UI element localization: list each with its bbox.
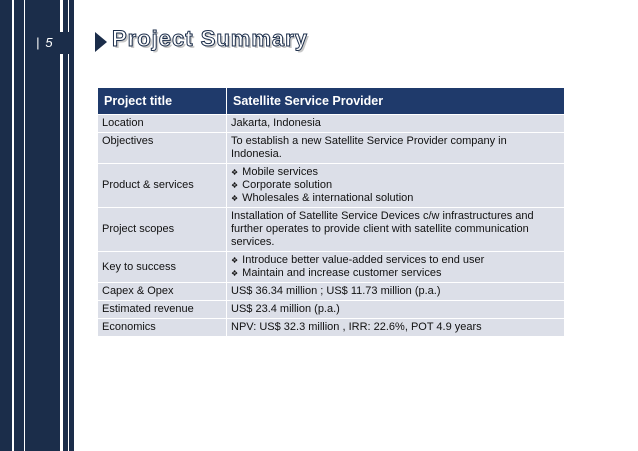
list-item: ❖ Introduce better value-added services to end user: [241, 254, 560, 267]
row-key: Project scopes: [98, 208, 227, 252]
header-project-name: Satellite Service Provider: [227, 88, 565, 115]
table-row: [98, 208, 565, 252]
header-project-title: Project title: [98, 88, 227, 115]
table-row: [98, 283, 565, 301]
row-key: Key to success: [98, 252, 227, 283]
sidebar-decoration: [0, 0, 74, 451]
row-value: Installation of Satellite Service Devices c/w infrastructures and further operates to provide client with satellite communication services.: [227, 208, 565, 252]
row-value: To establish a new Satellite Service Provider company in Indonesia.: [227, 133, 565, 164]
row-value: [227, 164, 565, 208]
row-key: Economics: [98, 319, 227, 337]
table-row: [98, 319, 565, 337]
row-key: Product & services: [98, 164, 227, 208]
table-row: [98, 115, 565, 133]
row-value: [227, 252, 565, 283]
row-key: Location: [98, 115, 227, 133]
row-value: NPV: US$ 32.3 million , IRR: 22.6%, POT 4.9 years: [227, 319, 565, 337]
table-row: [98, 133, 565, 164]
arrow-icon: [95, 32, 107, 52]
row-value: US$ 23.4 million (p.a.): [227, 301, 565, 319]
row-key: Objectives: [98, 133, 227, 164]
table-row: [98, 252, 565, 283]
list-item: ❖ Mobile services: [241, 166, 560, 179]
row-value: Jakarta, Indonesia: [227, 115, 565, 133]
list-item: ❖ Wholesales & international solution: [241, 192, 560, 205]
row-key: Estimated revenue: [98, 301, 227, 319]
table-header-row: [98, 88, 565, 115]
project-summary-table: [97, 87, 565, 337]
row-value: US$ 36.34 million ; US$ 11.73 million (p.a.): [227, 283, 565, 301]
row-key: Capex & Opex: [98, 283, 227, 301]
list-item: ❖ Maintain and increase customer services: [241, 267, 560, 280]
page-number: | 5: [28, 32, 70, 54]
list-item: ❖ Corporate solution: [241, 179, 560, 192]
table-row: [98, 164, 565, 208]
table-row: [98, 301, 565, 319]
slide-title: Project Summary: [112, 26, 308, 51]
